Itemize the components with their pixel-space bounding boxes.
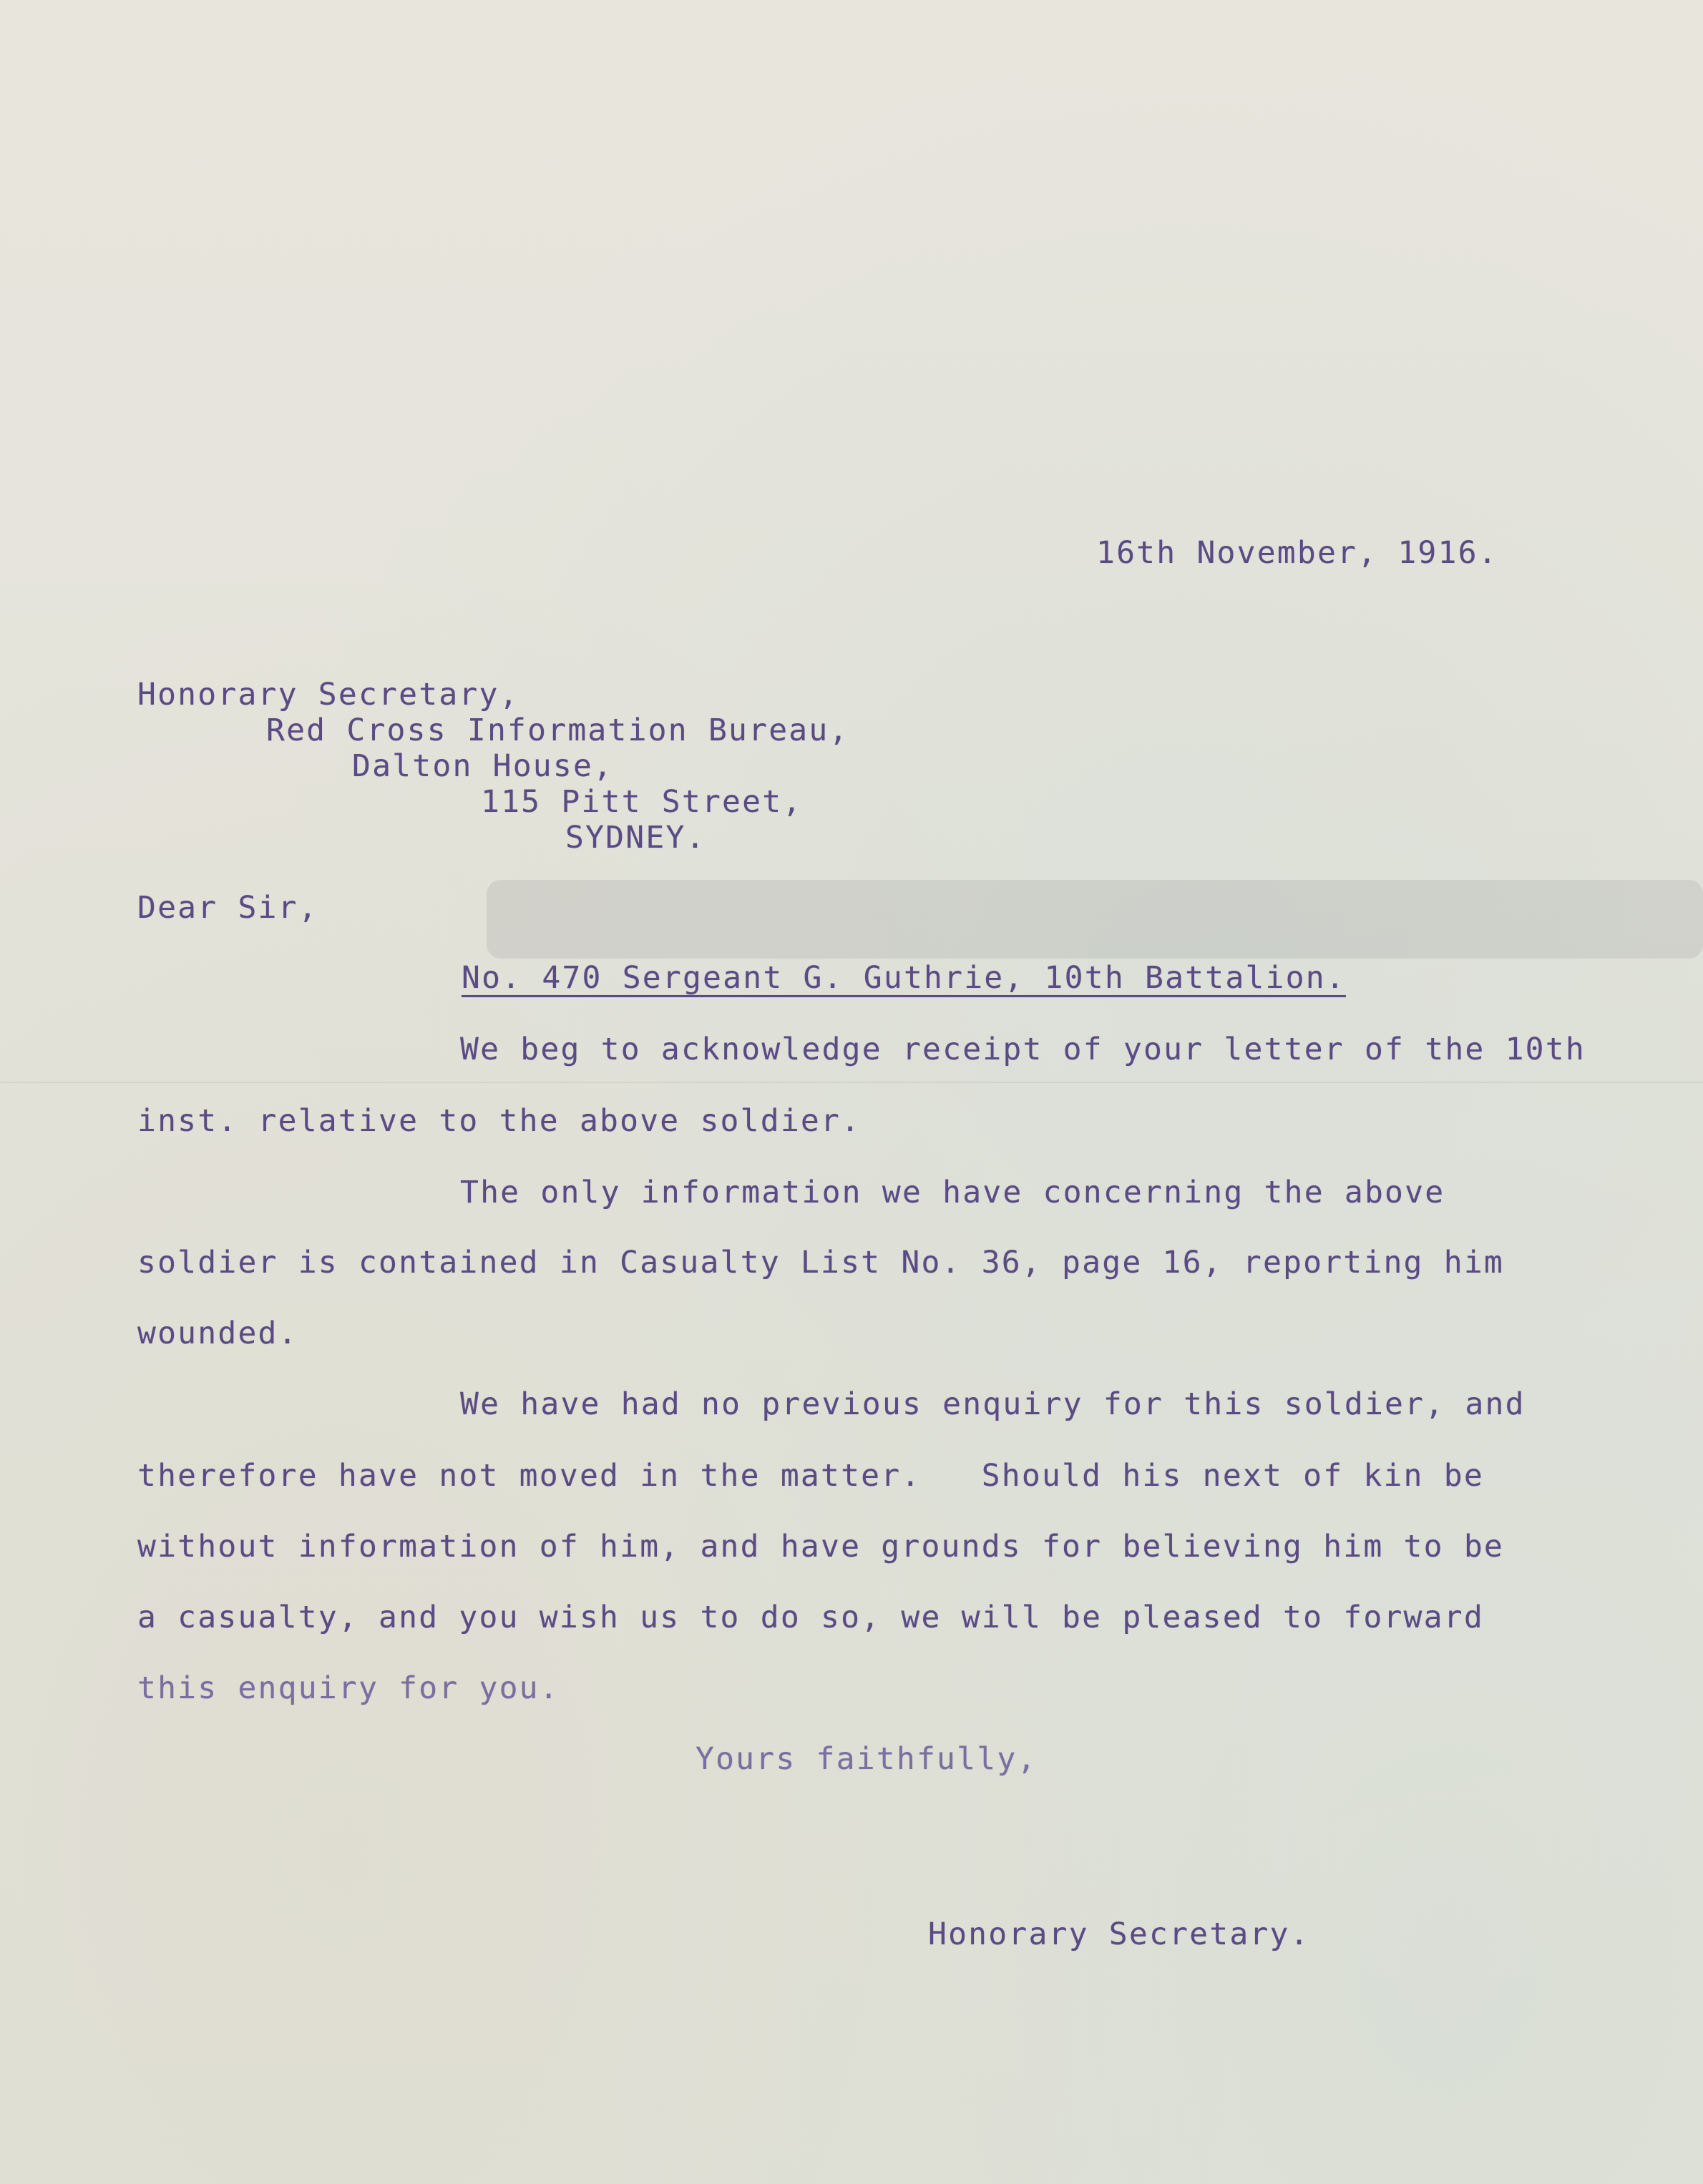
signature-title: Honorary Secretary. bbox=[928, 1916, 1310, 1952]
paper-fold bbox=[0, 1082, 1703, 1083]
address-line-street: 115 Pitt Street, bbox=[481, 784, 803, 820]
paragraph-3-line-2: therefore have not moved in the matter. Should his next of kin be bbox=[137, 1458, 1484, 1494]
paragraph-3-line-4: a casualty, and you wish us to do so, we will be pleased to forward bbox=[137, 1600, 1484, 1635]
paragraph-2-line-3: wounded. bbox=[137, 1316, 298, 1351]
address-line-city: SYDNEY. bbox=[565, 820, 706, 856]
address-line-building: Dalton House, bbox=[352, 748, 614, 784]
salutation: Dear Sir, bbox=[137, 890, 318, 926]
closing: Yours faithfully, bbox=[696, 1741, 1038, 1777]
paragraph-1-line-1: We beg to acknowledge receipt of your letter of the 10th bbox=[460, 1032, 1586, 1067]
paragraph-3-line-1: We have had no previous enquiry for this soldier, and bbox=[460, 1386, 1526, 1422]
paragraph-3-line-3: without information of him, and have grounds for believing him to be bbox=[137, 1529, 1504, 1564]
paragraph-3-line-5: this enquiry for you. bbox=[137, 1670, 560, 1706]
paragraph-1-line-2: inst. relative to the above soldier. bbox=[137, 1103, 862, 1139]
paragraph-2-line-1: The only information we have concerning the above bbox=[460, 1175, 1445, 1210]
address-line-organisation: Red Cross Information Bureau, bbox=[266, 713, 849, 748]
address-line-recipient: Honorary Secretary, bbox=[137, 677, 519, 713]
paragraph-2-line-2: soldier is contained in Casualty List No. 36, page 16, reporting him bbox=[137, 1245, 1504, 1280]
letter-date: 16th November, 1916. bbox=[1096, 535, 1498, 571]
subject-line: No. 470 Sergeant G. Guthrie, 10th Battalion. bbox=[462, 960, 1346, 996]
